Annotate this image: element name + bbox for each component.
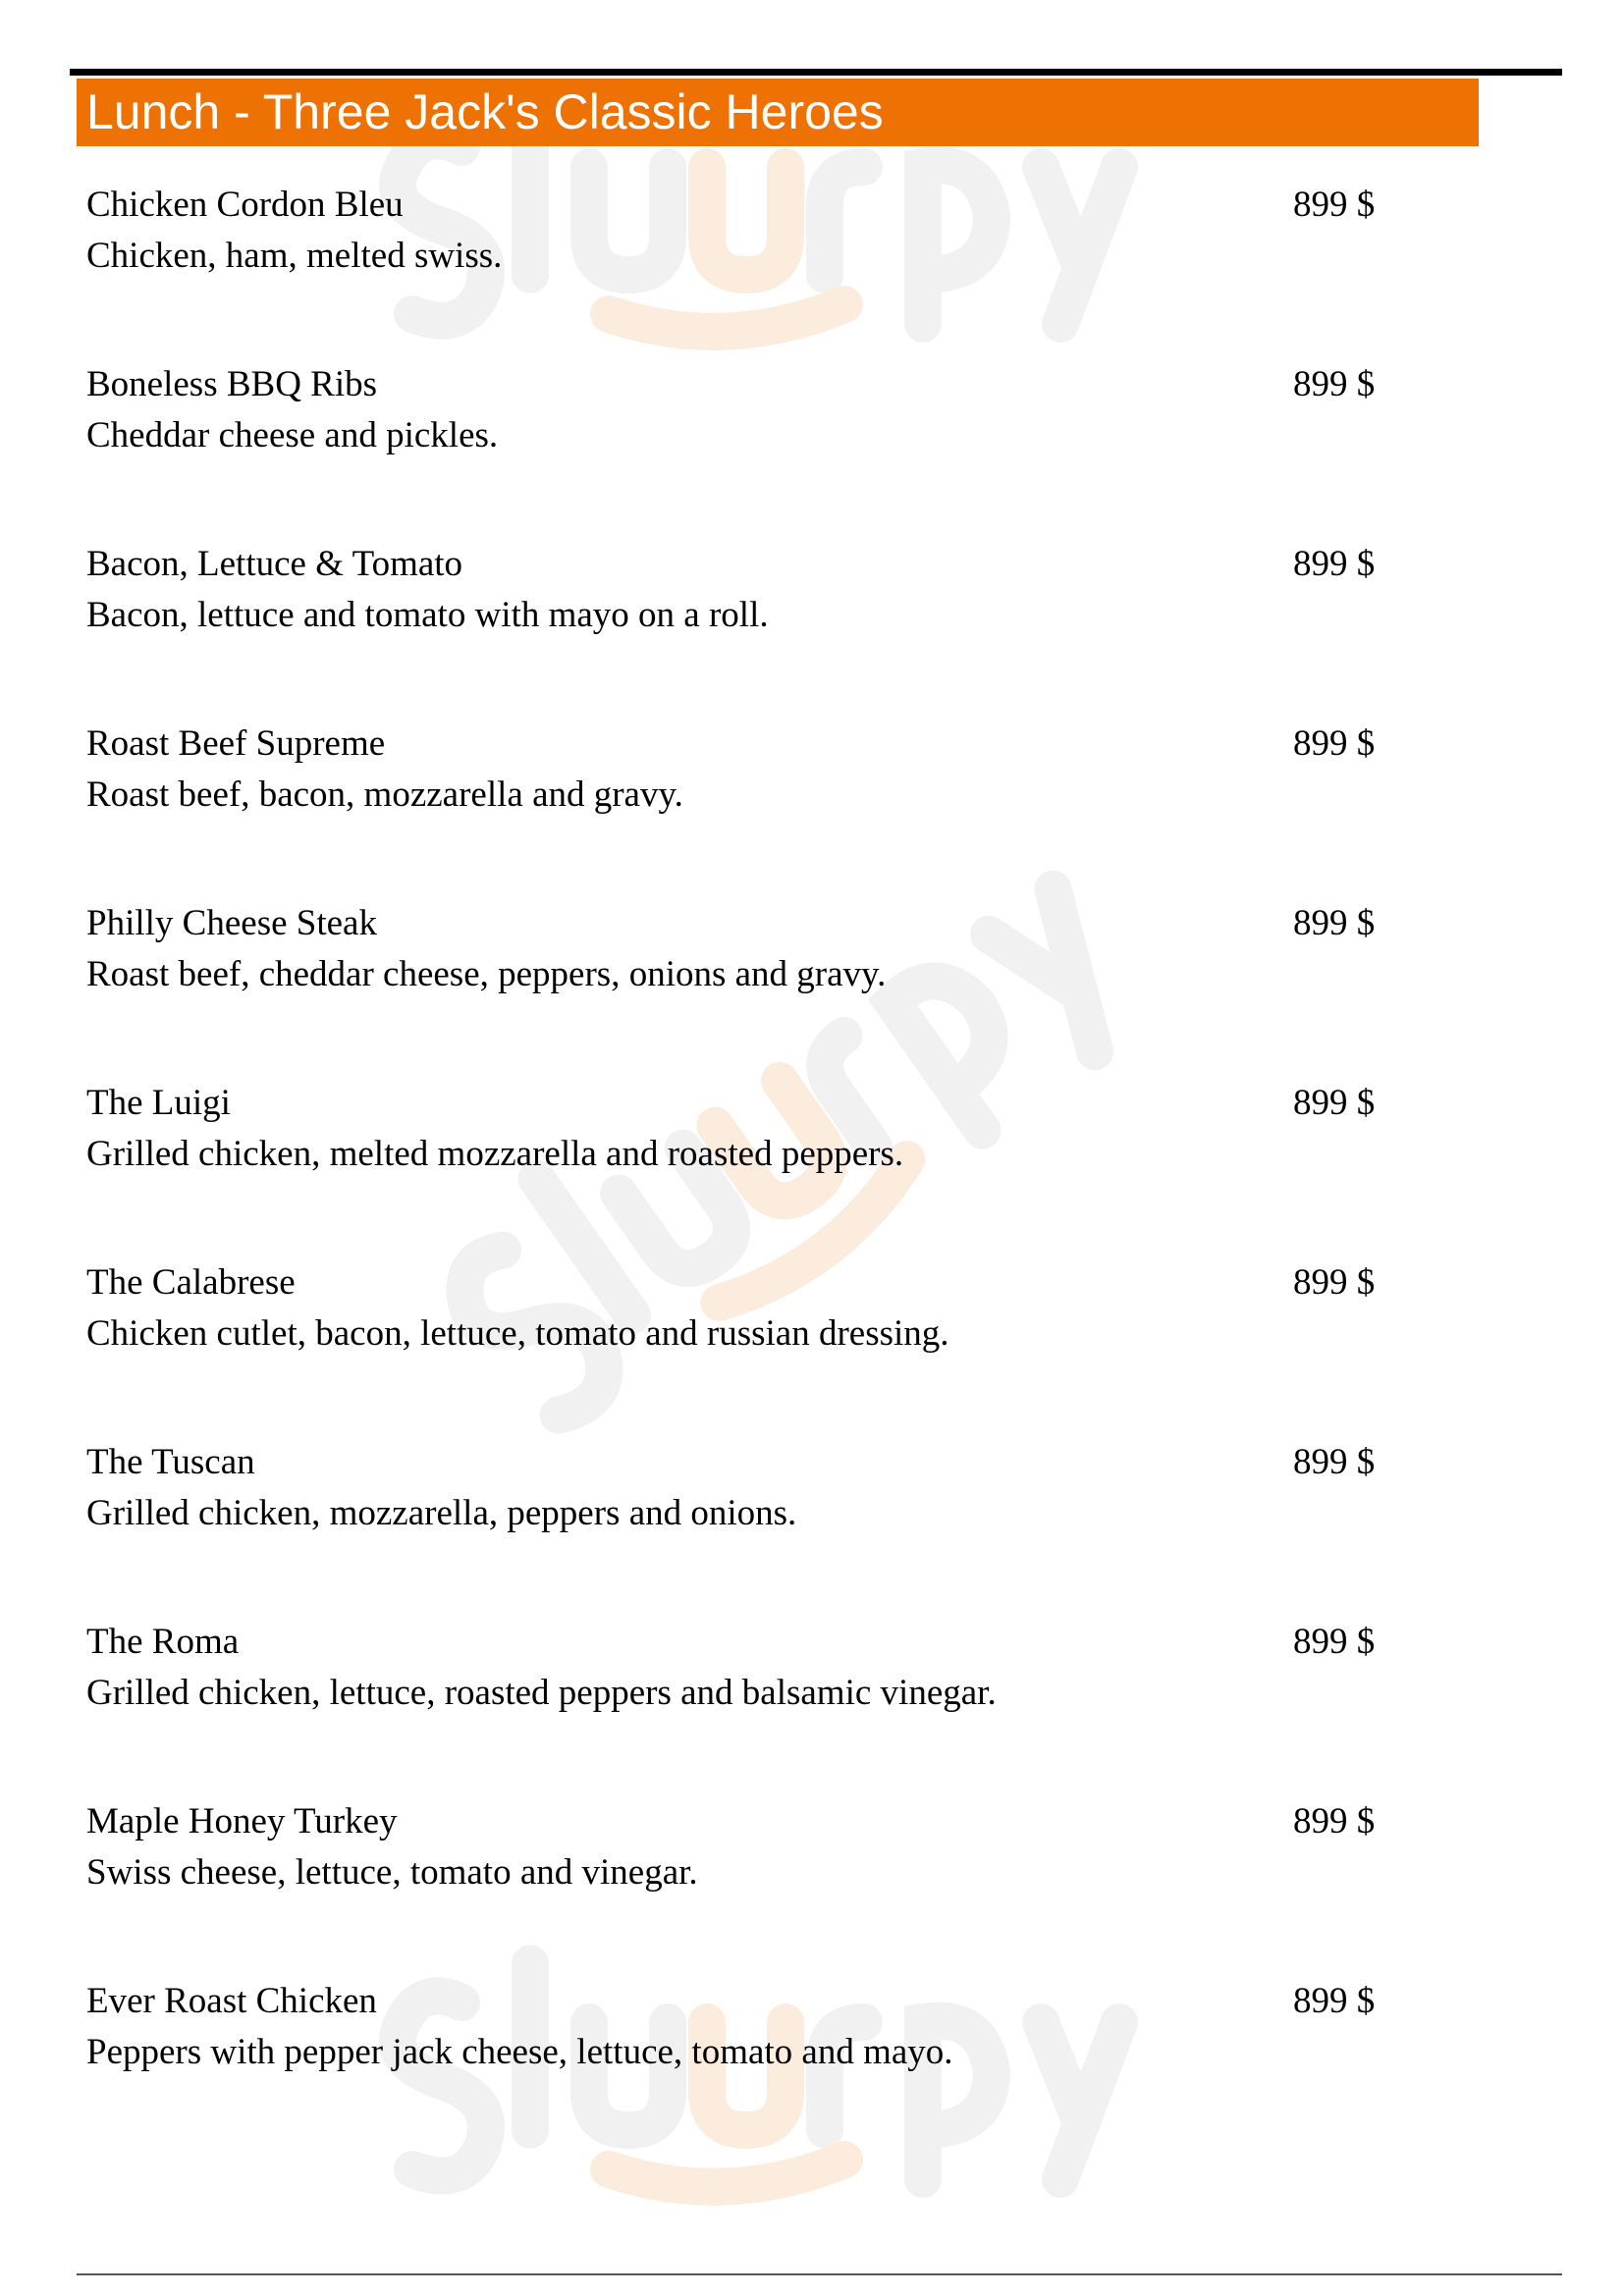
item-name: Ever Roast Chicken <box>86 1981 377 2021</box>
menu-item <box>86 1440 1402 1558</box>
item-price: 899 $ <box>1293 544 1376 584</box>
menu-item <box>86 721 1402 839</box>
item-description: Peppers with pepper jack cheese, lettuce, tomato and mayo. <box>86 2032 953 2072</box>
menu-item <box>86 901 1402 1019</box>
section-title: Lunch - Three Jack's Classic Heroes <box>86 84 884 139</box>
item-description: Swiss cheese, lettuce, tomato and vinegar. <box>86 1852 698 1893</box>
item-price: 899 $ <box>1293 1981 1376 2021</box>
item-price: 899 $ <box>1293 1622 1376 1662</box>
item-description: Grilled chicken, melted mozzarella and roasted peppers. <box>86 1134 904 1174</box>
item-name: Roast Beef Supreme <box>86 723 386 764</box>
item-description: Chicken, ham, melted swiss. <box>86 236 503 276</box>
menu-item <box>86 1979 1402 2097</box>
item-name: Philly Cheese Steak <box>86 903 377 943</box>
menu-item <box>86 183 1402 300</box>
top-divider <box>70 69 1562 76</box>
item-description: Chicken cutlet, bacon, lettuce, tomato and russian dressing. <box>86 1313 949 1354</box>
item-price: 899 $ <box>1293 1442 1376 1482</box>
item-description: Roast beef, cheddar cheese, peppers, onions and gravy. <box>86 954 887 994</box>
section-header <box>77 79 1479 146</box>
item-name: The Luigi <box>86 1083 231 1123</box>
item-name: The Calabrese <box>86 1262 296 1303</box>
item-price: 899 $ <box>1293 364 1376 404</box>
item-price: 899 $ <box>1293 1083 1376 1123</box>
item-name: Chicken Cordon Bleu <box>86 185 404 225</box>
item-price: 899 $ <box>1293 185 1376 225</box>
menu-item <box>86 1081 1402 1199</box>
item-price: 899 $ <box>1293 903 1376 943</box>
item-name: Boneless BBQ Ribs <box>86 364 378 404</box>
item-description: Bacon, lettuce and tomato with mayo on a roll. <box>86 595 769 635</box>
item-description: Grilled chicken, lettuce, roasted peppers and balsamic vinegar. <box>86 1673 997 1713</box>
item-name: Bacon, Lettuce & Tomato <box>86 544 463 584</box>
item-name: The Roma <box>86 1622 240 1662</box>
menu-item <box>86 362 1402 480</box>
menu-item <box>86 1260 1402 1378</box>
item-price: 899 $ <box>1293 723 1376 764</box>
menu-item <box>86 1799 1402 1917</box>
item-price: 899 $ <box>1293 1262 1376 1303</box>
bottom-divider <box>77 2273 1562 2275</box>
item-description: Roast beef, bacon, mozzarella and gravy. <box>86 774 683 815</box>
item-description: Grilled chicken, mozzarella, peppers and onions. <box>86 1493 797 1533</box>
item-name: Maple Honey Turkey <box>86 1801 398 1842</box>
item-description: Cheddar cheese and pickles. <box>86 415 499 455</box>
item-name: The Tuscan <box>86 1442 255 1482</box>
menu-item <box>86 542 1402 660</box>
menu-item <box>86 1620 1402 1737</box>
item-price: 899 $ <box>1293 1801 1376 1842</box>
